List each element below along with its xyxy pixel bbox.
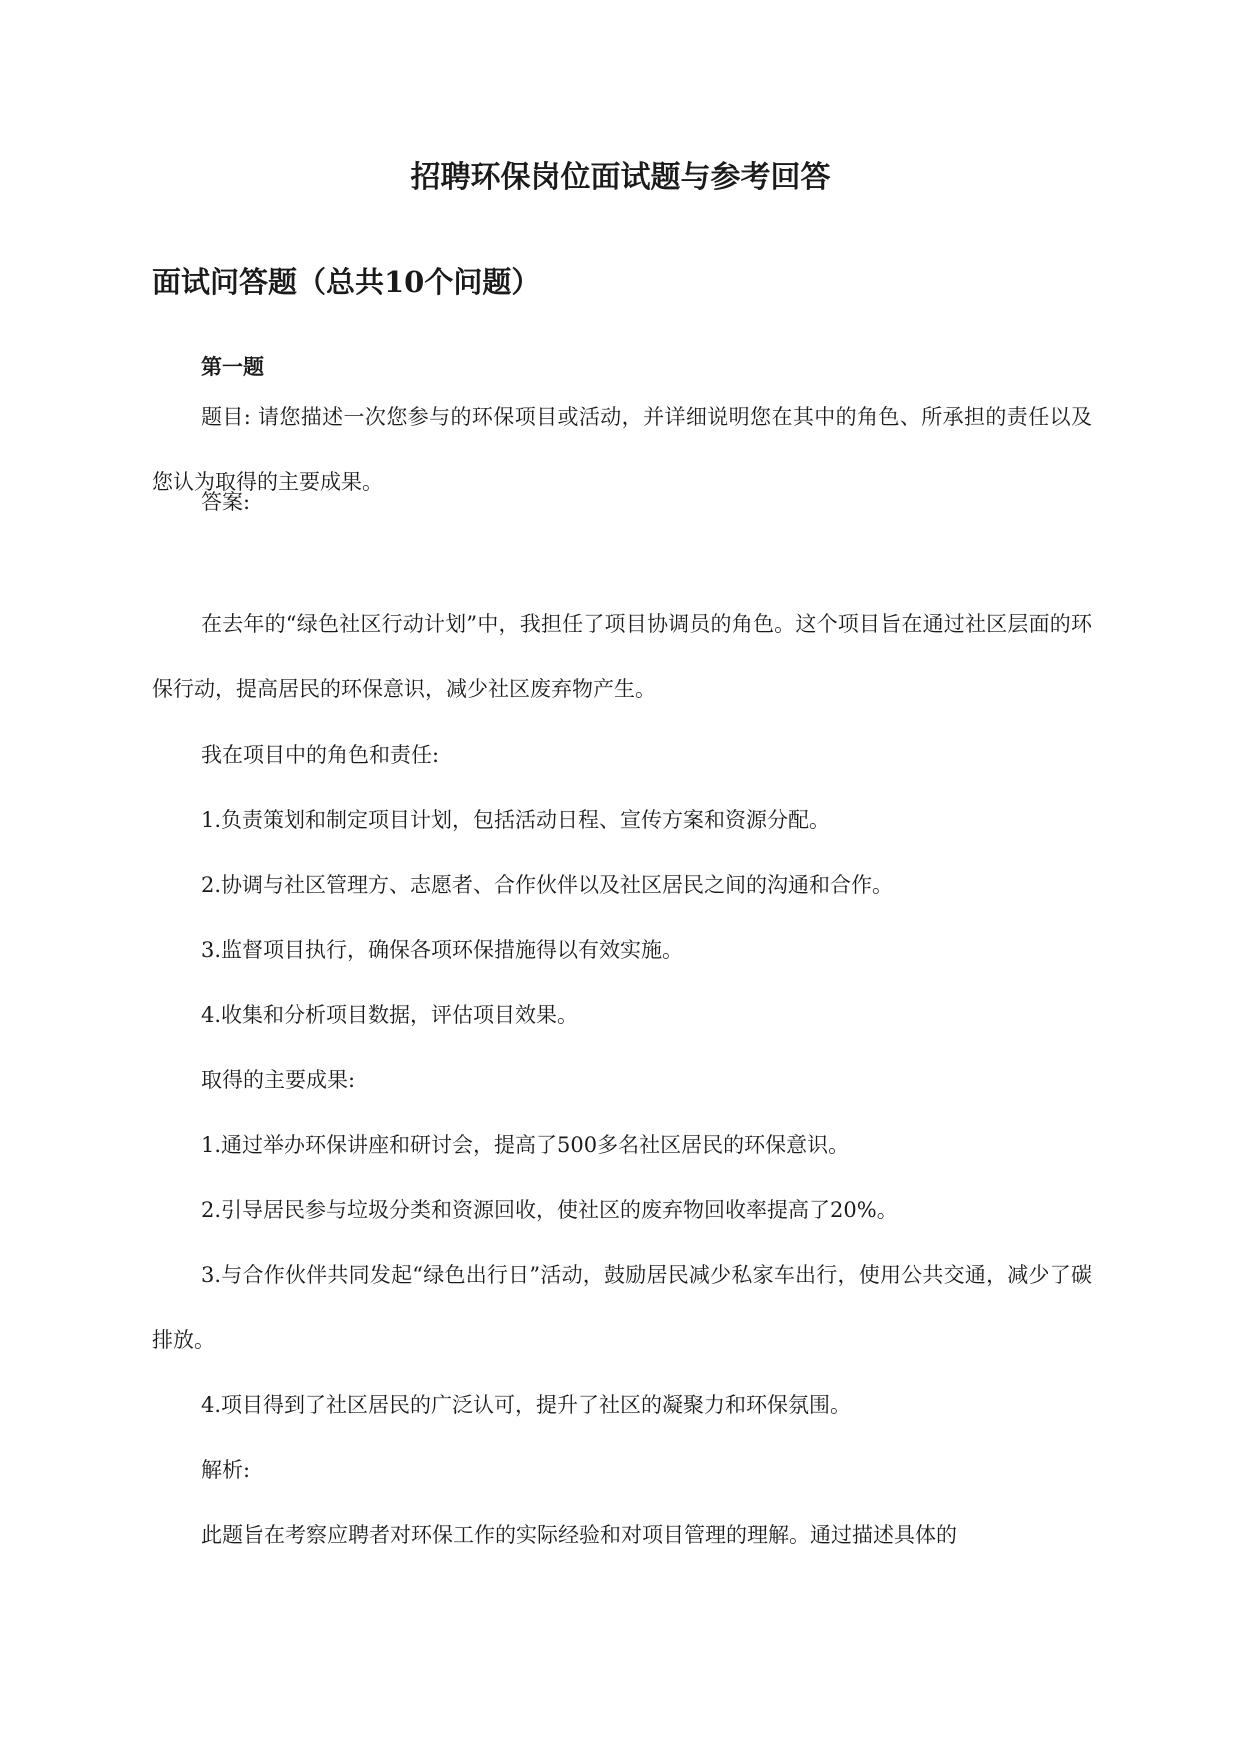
role-item: 3.监督项目执行，确保各项环保措施得以有效实施。 bbox=[201, 938, 684, 962]
result-item: 3.与合作伙伴共同发起“绿色出行日”活动，鼓励居民减少私家车出行，使用公共交通，减少了碳排放。 bbox=[152, 1263, 1092, 1352]
role-item: 2.协调与社区管理方、志愿者、合作伙伴以及社区居民之间的沟通和合作。 bbox=[201, 873, 894, 897]
result-item: 1.通过举办环保讲座和研讨会，提高了500多名社区居民的环保意识。 bbox=[201, 1133, 850, 1157]
role-item: 1.负责策划和制定项目计划，包括活动日程、宣传方案和资源分配。 bbox=[201, 808, 831, 832]
result-item: 4.项目得到了社区居民的广泛认可，提升了社区的凝聚力和环保氛围。 bbox=[201, 1393, 852, 1417]
roles-label: 我在项目中的角色和责任: bbox=[201, 743, 440, 767]
answer-label: 答案: bbox=[201, 490, 251, 514]
result-item: 2.引导居民参与垃圾分类和资源回收，使社区的废弃物回收率提高了20%。 bbox=[201, 1198, 898, 1222]
answer-intro: 在去年的“绿色社区行动计划”中，我担任了项目协调员的角色。这个项目旨在通过社区层面的环保行动，提高居民的环保意识，减少社区废弃物产生。 bbox=[152, 612, 1092, 701]
analysis-label: 解析: bbox=[201, 1458, 251, 1482]
question-prompt: 题目: 请您描述一次您参与的环保项目或活动，并详细说明您在其中的角色、所承担的责任以及您认为取得的主要成果。 bbox=[152, 405, 1092, 494]
section-heading: 面试问答题（总共10个问题） bbox=[152, 265, 541, 299]
results-label: 取得的主要成果: bbox=[201, 1068, 356, 1092]
analysis-text: 此题旨在考察应聘者对环保工作的实际经验和对项目管理的理解。通过描述具体的 bbox=[201, 1523, 957, 1547]
role-item: 4.收集和分析项目数据，评估项目效果。 bbox=[201, 1003, 579, 1027]
document-title: 招聘环保岗位面试题与参考回答 bbox=[410, 160, 831, 195]
question-heading: 第一题 bbox=[201, 354, 264, 379]
